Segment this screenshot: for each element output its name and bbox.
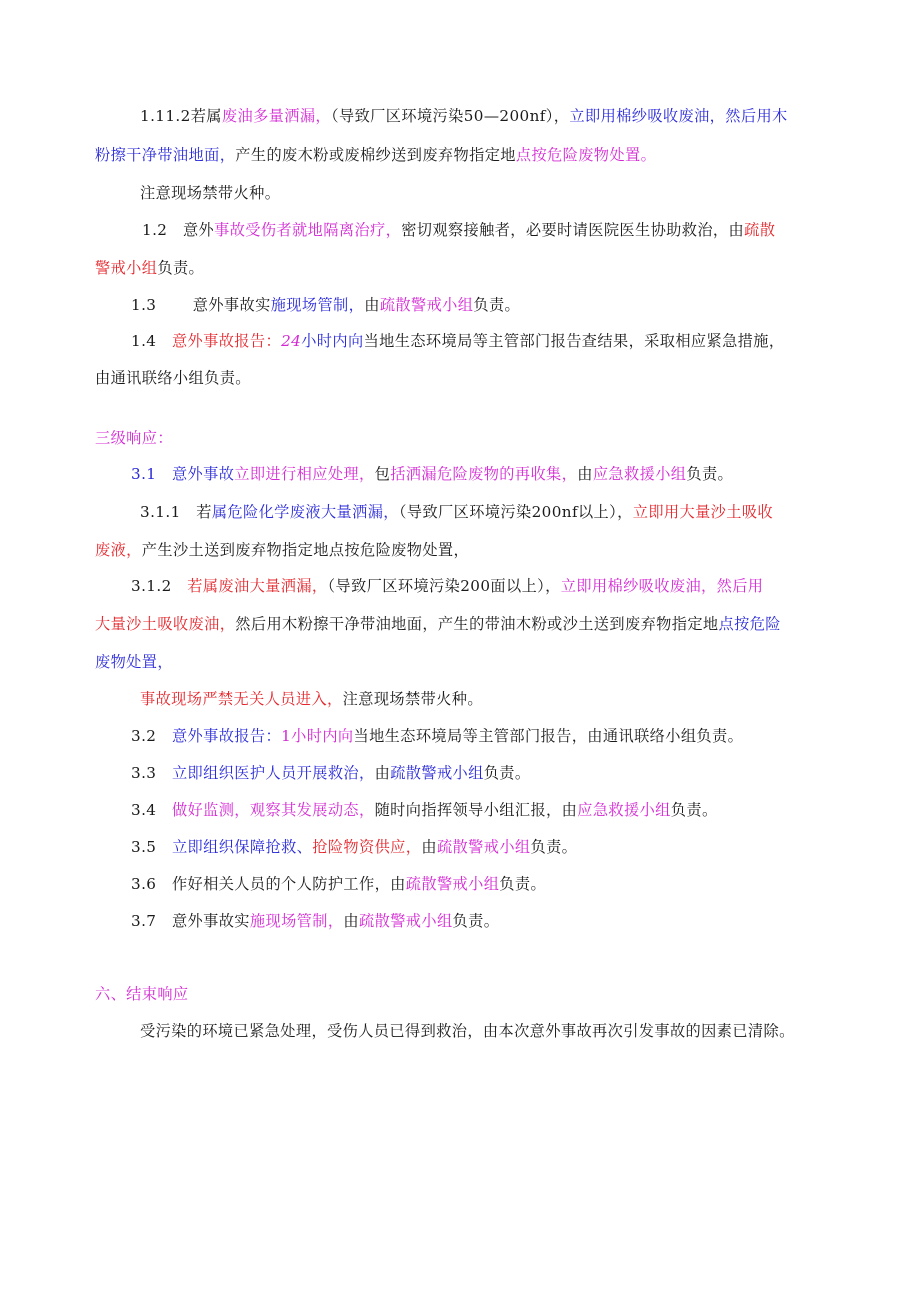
text-run: 由 xyxy=(343,912,360,930)
item-3-1-2-line3 xyxy=(95,652,173,672)
text-run: 疏散警戒小组 xyxy=(379,296,474,314)
item-1-2-line1 xyxy=(142,220,775,240)
text-run: 随时向指挥领导小组汇报，由 xyxy=(374,801,578,819)
item-3-6 xyxy=(131,874,546,894)
text-run: 注意现场禁带火种。 xyxy=(342,690,483,708)
text-run: 负责。 xyxy=(157,259,205,277)
text-run: 做好监测，观察其发展动态， xyxy=(171,801,375,819)
text-run: 3.3 xyxy=(131,764,172,782)
fire-note-2 xyxy=(140,689,483,709)
text-run: 疏散警戒小组 xyxy=(405,875,500,893)
text-run: 由 xyxy=(364,296,380,314)
item-1-1-1-2-line2 xyxy=(95,145,656,165)
text-run: 应急救援小组 xyxy=(577,801,671,819)
text-run: 3.2 xyxy=(131,727,172,745)
item-1-3 xyxy=(131,295,520,315)
item-3-1-2-line1 xyxy=(131,576,763,596)
text-run: 警戒小组 xyxy=(95,259,158,277)
text-run: 疏散警戒小组 xyxy=(390,764,484,782)
text-run: 产生沙土送到废弃物指定地点按危险废物处置， xyxy=(141,541,470,559)
text-run: 若属废油大量洒漏， xyxy=(187,577,328,595)
text-run: 属危险化学废液大量洒漏， xyxy=(211,503,399,521)
text-run: 3.6 作好相关人员的个人防护工作，由 xyxy=(131,875,406,893)
text-run: 应急救援小组 xyxy=(592,465,687,483)
text-run: 密切观察接触者，必要时请医院医生协助救治，由 xyxy=(401,221,745,239)
text-run: 由 xyxy=(421,838,437,856)
text-run: 疏散警戒小组 xyxy=(436,838,531,856)
text-run: 1.11.2若属 xyxy=(140,107,222,125)
text-run: 事故受伤者就地隔离治疗， xyxy=(214,221,402,239)
text-run: 施现场管制， xyxy=(270,296,365,314)
text-run: 1小时内向 xyxy=(281,727,354,745)
text-run: 负责。 xyxy=(452,912,500,930)
text-run: 3.4 xyxy=(131,801,172,819)
text-run: 包 xyxy=(374,465,391,483)
text-run: 点按危险 xyxy=(718,615,781,633)
text-run: 意外事故报告： xyxy=(171,332,282,350)
fire-note-1 xyxy=(140,183,280,203)
text-run: 3.5 xyxy=(131,838,172,856)
text-run: 立即进行相应处理， xyxy=(234,465,375,483)
text-run: 然后用木粉擦干净带油地面，产生的带油木粉或沙土送到废弃物指定地 xyxy=(235,615,719,633)
text-run: 3.1.1 若 xyxy=(140,503,212,521)
text-run: 立即组织医护人员开展救治， xyxy=(171,764,375,782)
text-run: 然后用木 xyxy=(725,107,788,125)
text-run: 3.7 意外事故实 xyxy=(131,912,250,930)
text-run: 1.2 意外 xyxy=(142,221,215,239)
text-run: 立即用大量沙土吸收 xyxy=(632,503,774,521)
item-1-4-line2 xyxy=(95,368,251,388)
text-run: 由 xyxy=(374,764,391,782)
text-run: 24 xyxy=(281,332,302,350)
text-run: 1.4 xyxy=(131,332,172,350)
text-run: 废物处置， xyxy=(95,653,173,671)
text-run: 意外事故报告： xyxy=(171,727,282,745)
item-3-1-1-line2 xyxy=(95,540,469,560)
text-run: 立即用棉纱吸收废油，然后用 xyxy=(560,577,764,595)
text-run: 1.3 意外事故实 xyxy=(131,296,271,314)
text-run: 括洒漏危险废物的再收集， xyxy=(390,465,578,483)
text-run: 受污染的环境已紧急处理，受伤人员已得到救治，由本次意外事故再次引发事故的因素已清除。 xyxy=(140,1022,795,1040)
item-1-4-line1 xyxy=(131,331,784,351)
text-run: 三级响应： xyxy=(95,429,173,447)
text-run: 废油多量洒漏， xyxy=(221,107,332,125)
text-run: 点按危险废物处置。 xyxy=(515,146,657,164)
text-run: （导致厂区环境污染50—200nf）， xyxy=(331,107,570,125)
heading-level-3 xyxy=(95,428,173,448)
text-run: 抢险物资供应， xyxy=(312,838,422,856)
text-run: 当地生态环境局等主管部门报告查结果，采取相应紧急措施， xyxy=(363,332,785,350)
text-run: 粉擦干净带油地面， xyxy=(95,146,236,164)
text-run: （导致厂区环境污染200nf以上）， xyxy=(398,503,633,521)
text-run: 事故现场严禁无关人员进入， xyxy=(140,690,343,708)
text-run: 3.1.2 xyxy=(131,577,188,595)
item-3-7 xyxy=(131,911,499,931)
item-1-2-line2 xyxy=(95,258,204,278)
item-3-5 xyxy=(131,837,577,857)
text-run: 负责。 xyxy=(670,801,718,819)
text-run: 六、结束响应 xyxy=(95,985,189,1003)
heading-end-response xyxy=(95,984,189,1004)
text-run: 废液， xyxy=(95,541,142,559)
text-run: 疏散警戒小组 xyxy=(359,912,453,930)
item-3-1-1-line1 xyxy=(140,502,773,522)
text-run: 由 xyxy=(577,465,593,483)
text-run: 当地生态环境局等主管部门报告，由通讯联络小组负责。 xyxy=(353,727,744,745)
item-3-4 xyxy=(131,800,718,820)
text-run: （导致厂区环境污染200面以上）， xyxy=(327,577,561,595)
text-run: 产生的废木粉或废棉纱送到废弃物指定地 xyxy=(235,146,516,164)
text-run: 由通讯联络小组负责。 xyxy=(95,369,251,387)
text-run: 疏散 xyxy=(744,221,776,239)
text-run: 注意现场禁带火种。 xyxy=(140,184,281,202)
item-1-1-1-2-line1 xyxy=(140,106,788,126)
item-3-3 xyxy=(131,763,530,783)
text-run: 负责。 xyxy=(473,296,521,314)
text-run: 小时内向 xyxy=(301,332,364,350)
text-run: 负责。 xyxy=(499,875,547,893)
end-response-text xyxy=(140,1021,795,1041)
text-run: 立即组织保障抢救、 xyxy=(171,838,313,856)
text-run: 施现场管制， xyxy=(249,912,344,930)
text-run: 3.1 意外事故 xyxy=(131,465,235,483)
text-run: 大量沙土吸收废油， xyxy=(95,615,236,633)
text-run: 负责。 xyxy=(483,764,531,782)
item-3-2 xyxy=(131,726,743,746)
item-3-1-2-line2 xyxy=(95,614,781,634)
text-run: 负责。 xyxy=(686,465,734,483)
text-run: 负责。 xyxy=(530,838,578,856)
item-3-1 xyxy=(131,464,733,484)
text-run: 立即用棉纱吸收废油， xyxy=(569,107,726,125)
